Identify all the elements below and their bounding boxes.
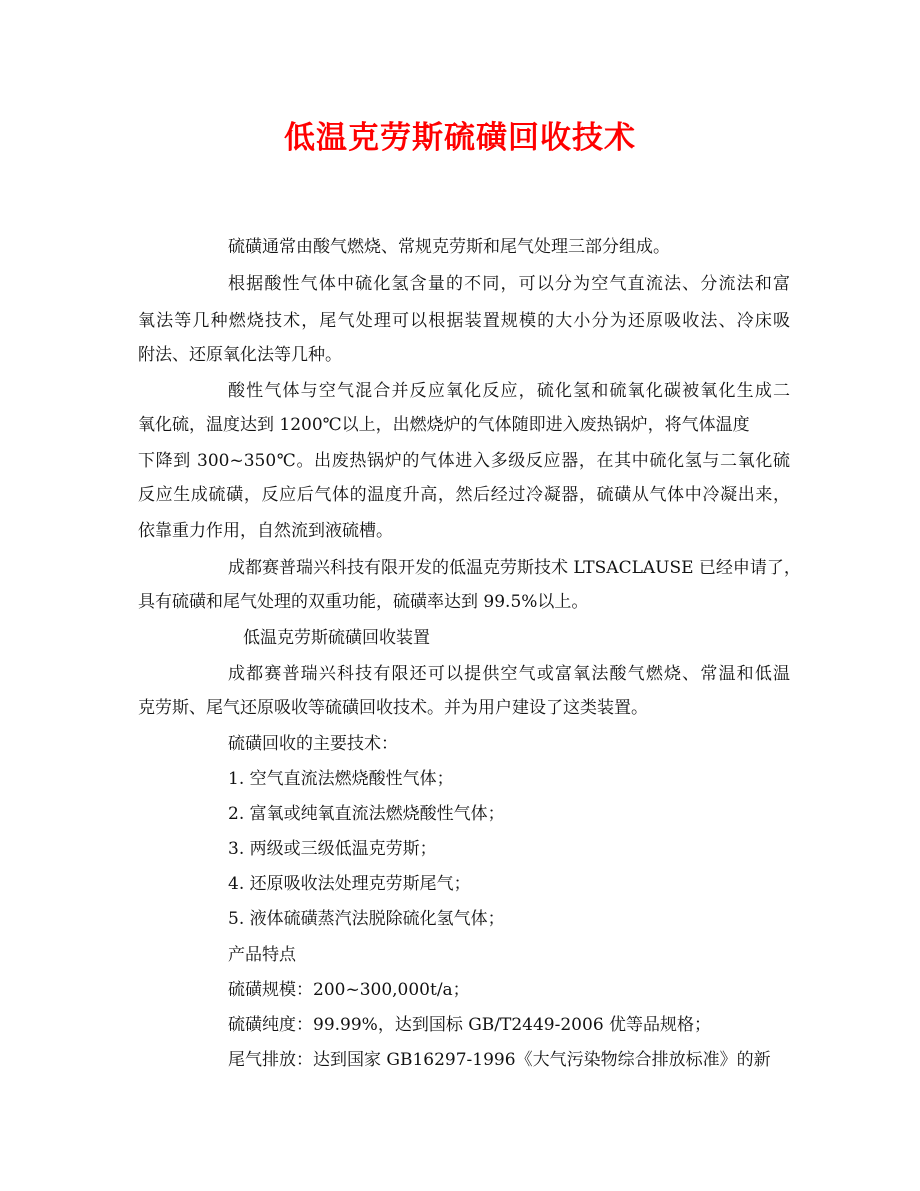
paragraph-line: 硫磺回收的主要技术： <box>228 734 398 754</box>
paragraph-line: 反应生成硫磺，反应后气体的温度升高，然后经过冷凝器，硫磺从气体中冷凝出来， <box>138 485 790 505</box>
paragraph-line: 根据酸性气体中硫化氢含量的不同，可以分为空气直流法、分流法和富 <box>228 274 790 294</box>
paragraph-line: 下降到 300~350℃。出废热锅炉的气体进入多级反应器，在其中硫化氢与二氧化硫 <box>138 451 790 471</box>
paragraph-line: 硫磺通常由酸气燃烧、常规克劳斯和尾气处理三部分组成。 <box>228 237 670 257</box>
paragraph-line: 附法、还原氧化法等几种。 <box>138 345 342 365</box>
document-title: 低温克劳斯硫磺回收技术 <box>284 120 636 156</box>
paragraph-line: 具有硫磺和尾气处理的双重功能，硫磺率达到 99.5%以上。 <box>138 592 589 612</box>
paragraph-line: 成都赛普瑞兴科技有限开发的低温克劳斯技术 LTSACLAUSE 已经申请了， <box>228 558 801 578</box>
paragraph-line: 硫磺规模：200~300,000t/a； <box>228 980 470 1000</box>
list-item: 2. 富氧或纯氧直流法燃烧酸性气体； <box>228 804 505 824</box>
list-item: 3. 两级或三级低温克劳斯； <box>228 839 437 859</box>
paragraph-line: 依靠重力作用，自然流到液硫槽。 <box>138 521 393 541</box>
paragraph-line: 克劳斯、尾气还原吸收等硫磺回收技术。并为用户建设了这类装置。 <box>138 698 648 718</box>
section-heading: 低温克劳斯硫磺回收装置 <box>243 628 430 648</box>
list-item: 5. 液体硫磺蒸汽法脱除硫化氢气体； <box>228 909 505 929</box>
list-item: 4. 还原吸收法处理克劳斯尾气； <box>228 874 471 894</box>
section-heading: 产品特点 <box>228 945 296 965</box>
paragraph-line: 尾气排放：达到国家 GB16297-1996《大气污染物综合排放标准》的新 <box>228 1050 771 1070</box>
paragraph-line: 氧化硫，温度达到 1200℃以上，出燃烧炉的气体随即进入废热锅炉，将气体温度 <box>138 415 750 435</box>
paragraph-line: 氧法等几种燃烧技术，尾气处理可以根据装置规模的大小分为还原吸收法、冷床吸 <box>138 311 790 331</box>
paragraph-line: 酸性气体与空气混合并反应氧化反应，硫化氢和硫氧化碳被氧化生成二 <box>228 381 790 401</box>
paragraph-line: 成都赛普瑞兴科技有限还可以提供空气或富氧法酸气燃烧、常温和低温 <box>228 664 790 684</box>
paragraph-line: 硫磺纯度：99.99%，达到国标 GB/T2449-2006 优等品规格； <box>228 1015 712 1035</box>
list-item: 1. 空气直流法燃烧酸性气体； <box>228 769 454 789</box>
